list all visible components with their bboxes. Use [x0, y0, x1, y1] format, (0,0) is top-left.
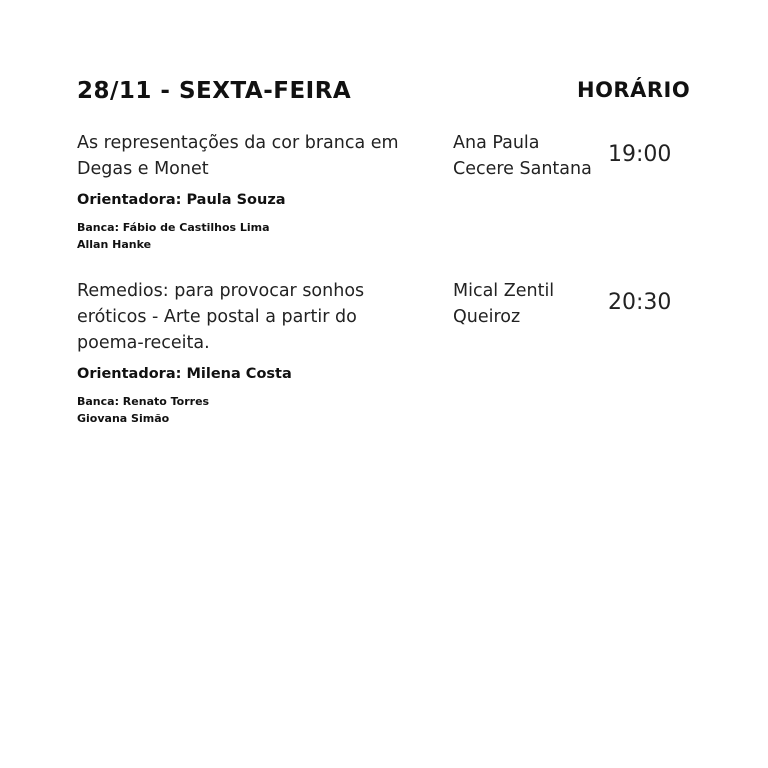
presentation-time: 20:30 — [608, 290, 672, 315]
committee-list — [77, 220, 270, 253]
student-name-line: Ana Paula — [453, 133, 540, 153]
presentation-title: Remedios: para provocar sonhos eróticos - Arte postal a partir do poema-receita. — [77, 281, 365, 353]
page-title: 28/11 - SEXTA-FEIRA — [77, 78, 352, 104]
presentation-title: As representações da cor branca em Degas e Monet — [77, 133, 399, 179]
advisor-label: Orientadora: Milena Costa — [77, 366, 292, 382]
committee-line: Banca: Renato Torres — [77, 395, 210, 408]
committee-line: Banca: Fábio de Castilhos Lima — [77, 221, 270, 234]
student-name-line: Queiroz — [453, 307, 521, 327]
presentation-time: 19:00 — [608, 142, 672, 167]
student-name-line: Cecere Santana — [453, 159, 592, 179]
committee-list — [77, 394, 209, 427]
committee-line: Allan Hanke — [77, 237, 152, 251]
time-column-header: HORÁRIO — [577, 78, 691, 102]
advisor-label: Orientadora: Paula Souza — [77, 192, 286, 208]
student-name-line: Mical Zentil — [453, 281, 555, 301]
student-name — [453, 278, 603, 330]
student-name — [453, 130, 603, 182]
committee-line: Giovana Simão — [77, 411, 170, 425]
